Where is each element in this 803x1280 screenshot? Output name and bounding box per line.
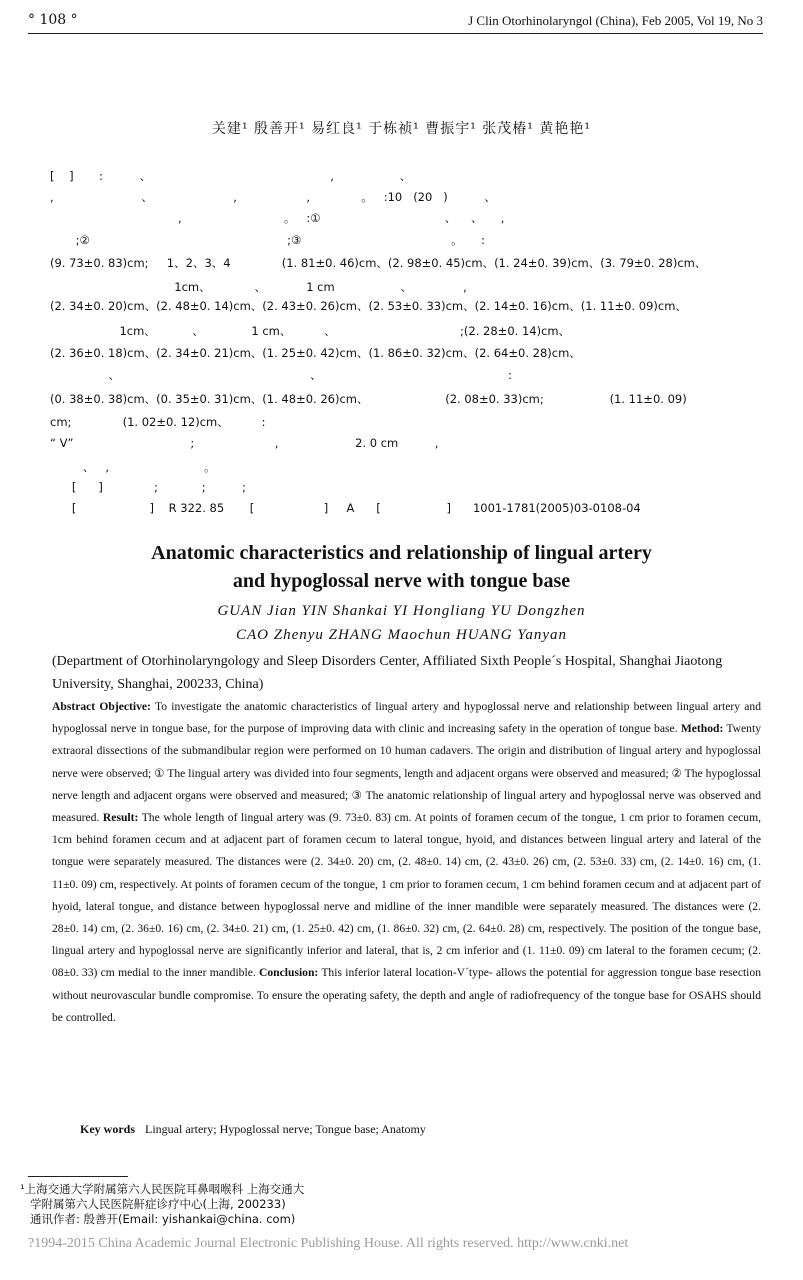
chinese-abstract-line: (9. 73±0. 83)cm; 1、2、3、4 (1. 81±0. 46)cm、(2. 98±0. 45)cm、(1. 24±0. 39)cm、(3. 79±0. 28)cm、 [50, 256, 707, 270]
footnote-line: ¹上海交通大学附属第六人民医院耳鼻咽喉科 上海交通大 [20, 1182, 305, 1196]
authors-chinese: 关建¹ 殷善开¹ 易红良¹ 于栋祯¹ 曹振宇¹ 张茂椿¹ 黄艳艳¹ [212, 121, 591, 137]
chinese-abstract-line: 、 、 : [50, 368, 512, 382]
header-rule [28, 33, 763, 34]
objective-text: To investigate the anatomic characteristics of lingual artery and hypoglossal nerve and relationship between lingual artery and hypoglossal nerve in tongue base, for the purpose of improving data with clinic and increasing safety in the operation of tongue base. [52, 700, 761, 736]
result-text: The whole length of lingual artery was (9. 73±0. 83) cm. At points of foramen cecum of the tongue, 1 cm prior to foramen cecum, 1cm behind foramen cecum and at adjacent part of foramen cecum to lateral tongue, hyoid, and distances between lingual artery and lateral of the tongue were separately measured. The distances were (2. 34±0. 20) cm, (2. 48±0. 14) cm, (2. 43±0. 26) cm, (2. 53±0. 33) cm, (2. 14±0. 16) cm, (1. 11±0. 09) cm, respectively. At points of foramen cecum of the tongue, 1 cm prior to foramen cecum, 1 cm behind foramen cecum and at adjacent part of hyoid, lateral tongue, and distance between hypoglossal nerve and midline of the inner mandible were separately measured. The distances were (2. 28±0. 14) cm, (2. 36±0. 16) cm, (2. 34±0. 21) cm, (1. 25±0. 42) cm, (1. 86±0. 32) cm, (2. 64±0. 28) cm, respectively. The position of the tongue base, lingual artery and hypoglossal nerve are significantly inferior and lateral, that is, 2 cm inferior and (1. 11±0. 09) cm lateral to the foramen cecum; (2. 08±0. 33) cm medial to the inner mandible. [52, 811, 761, 980]
chinese-abstract-line: (2. 36±0. 18)cm、(2. 34±0. 21)cm、(1. 25±0. 42)cm、(1. 86±0. 32)cm、(2. 64±0. 28)cm、 [50, 346, 581, 360]
conclusion-text: This inferior lateral location-V´type- allows the potential for aggression tongue base resection without neurovascular bundle compromise. To ensure the operating safety, the depth and angle of radiofrequency of the tongue base for OSAHS should be controlled. [52, 966, 761, 1024]
chinese-abstract-line: (2. 34±0. 20)cm、(2. 48±0. 14)cm、(2. 43±0. 26)cm、(2. 53±0. 33)cm、(2. 14±0. 16)cm、(1. 11±0. 09)cm、 [50, 299, 687, 313]
chinese-abstract-line: , 。 :① 、 、 , [50, 211, 505, 225]
chinese-abstract-line: [ ] : 、 , 、 [50, 169, 412, 183]
title-english-line1: Anatomic characteristics and relationship of lingual artery [151, 542, 652, 564]
page-number: ° 108 ° [28, 12, 78, 28]
footnote-rule [28, 1176, 128, 1177]
footnote-line: 学附属第六人民医院鼾症诊疗中心(上海, 200233) [30, 1197, 286, 1211]
method-label: Method: [680, 722, 724, 736]
copyright-notice: ?1994-2015 China Academic Journal Electronic Publishing House. All rights reserved. http://www.cnki.net [28, 1236, 629, 1251]
title-english-line2: and hypoglossal nerve with tongue base [232, 570, 571, 592]
keywords [80, 1122, 426, 1137]
result-label: Result: [102, 811, 139, 825]
chinese-abstract-line: , 、 , , 。 :10 (20 ) 、 [50, 190, 496, 204]
conclusion-label: Conclusion: [259, 966, 319, 980]
abstract-english [52, 696, 761, 1029]
keywords-label: Key words [80, 1122, 135, 1136]
keywords-text: Lingual artery; Hypoglossal nerve; Tongue base; Anatomy [145, 1122, 426, 1136]
affiliation: (Department of Otorhinolaryngology and Sleep Disorders Center, Affiliated Sixth People´s Hospital, Shanghai Jiaotong University, Shanghai, 200233, China) [52, 654, 723, 692]
chinese-abstract-line: cm; (1. 02±0. 12)cm、 : [50, 415, 266, 429]
footnote-line: 通讯作者: 殷善开(Email: yishankai@china. com) [30, 1212, 296, 1226]
method-text: Twenty extraoral dissections of the submandibular region were performed on 10 human cadavers. The origin and distribution of lingual artery and hypoglossal nerve were observed; ① The lingual artery was divided into four segments, length and adjacent organs were observed and measured; ② The hypoglossal nerve length and adjacent organs were observed and measured; ③ The anatomic relationship of lingual artery and hypoglossal nerve was observed and measured. [52, 722, 761, 825]
author-names-line2: CAO Zhenyu ZHANG Maochun HUANG Yanyan [235, 627, 568, 643]
author-names-line1: GUAN Jian YIN Shankai YI Hongliang YU Dongzhen [217, 603, 586, 619]
chinese-abstract-line: [ ] ; ; ; [50, 480, 247, 494]
chinese-abstract-line: 1cm、 、 1 cm、 、 ;(2. 28±0. 14)cm、 [50, 324, 571, 338]
chinese-abstract-line: 、 , 。 [50, 460, 216, 474]
chinese-abstract-line: “ V” ; , 2. 0 cm , [50, 436, 439, 450]
chinese-abstract-line: ;② ;③ 。 : [50, 233, 485, 247]
chinese-abstract-line: 1cm、 、 1 cm 、 , [50, 280, 467, 294]
objective-label: Objective: [99, 700, 151, 713]
journal-header: J Clin Otorhinolaryngol (China), Feb 2005, Vol 19, No 3 [468, 13, 763, 28]
chinese-abstract-line: (0. 38±0. 38)cm、(0. 35±0. 31)cm、(1. 48±0. 26)cm、 (2. 08±0. 33)cm; (1. 11±0. 09) [50, 392, 687, 406]
chinese-abstract-line: [ ] R 322. 85 [ ] A [ ] 1001-1781(2005)03-0108-04 [50, 501, 641, 515]
abstract-label: Abstract [52, 700, 96, 713]
footnote [20, 1182, 304, 1227]
